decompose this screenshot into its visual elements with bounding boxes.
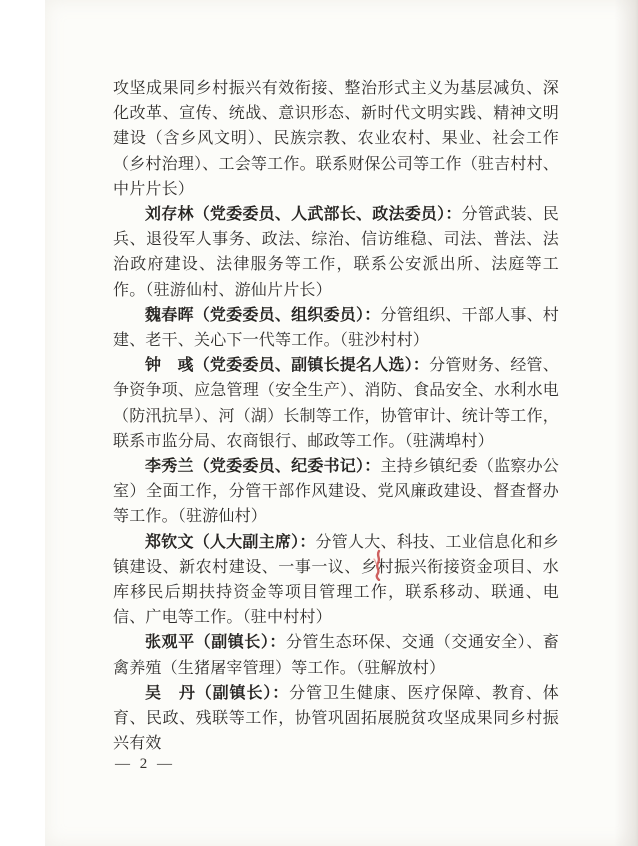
paragraph-continuation: [113, 76, 559, 202]
official-name-title: 钟 彧（党委委员、副镇长提名人选）：: [145, 357, 430, 375]
paragraph-text: 分管财务、经管、争资争项、应急管理（安全生产）、消防、食品安全、水利水电（防汛抗旱）、河（湖）长制等工作，协管审计、统计等工作，联系市监分局、农商银行、邮政等工作。（驻满埠村）: [113, 357, 559, 450]
paragraph-official-lixiulan: [113, 454, 559, 530]
paragraph-text: 分管组织、干部人事、村建、老干、关心下一代等工作。（驻沙村村）: [113, 306, 559, 350]
paragraph-text: 主持乡镇纪委（监察办公室）全面工作，分管干部作风建设、党风廉政建设、督查督办等工作。（驻游仙村）: [113, 458, 559, 526]
official-name-title: 吴 丹（副镇长）：: [145, 684, 290, 702]
official-name-title: 李秀兰（党委委员、纪委书记）：: [145, 458, 381, 476]
official-name-title: 刘存林（党委委员、人武部长、政法委员）：: [145, 206, 462, 224]
paragraph-official-liucunlin: [113, 202, 559, 303]
official-name-title: 魏春晖（党委委员、组织委员）：: [145, 306, 381, 324]
paragraph-text: 分管卫生健康、医疗保障、教育、体育、民政、残联等工作，协管巩固拓展脱贫攻坚成果同乡村振兴有效: [113, 684, 559, 753]
paragraph-text: 分管武装、民兵、退役军人事务、政法、综治、信访维稳、司法、普法、法治政府建设、法律服务等工作，联系公安派出所、法庭等工作。（驻游仙村、游仙片片长）: [113, 206, 559, 299]
paper-sheet: [45, 0, 638, 846]
paragraph-official-wudan: [113, 681, 559, 757]
paragraph-official-zhengqinwen: [113, 530, 559, 631]
paragraph-official-weichunhui: [113, 303, 559, 353]
official-name-title: 郑钦文（人大副主席）：: [145, 533, 316, 551]
paragraph-text: 分管人大、科技、工业信息化和乡镇建设、新农村建设、一事一议、乡村振兴衔接资金项目、水库移民后期扶持资金等项目管理工作，联系移动、联通、电信、广电等工作。（驻中村村）: [113, 533, 559, 627]
official-name-title: 张观平（副镇长）：: [145, 634, 286, 652]
paragraph-text: 分管生态环保、交通（交通安全）、畜禽养殖（生猪屠宰管理）等工作。（驻解放村）: [113, 634, 559, 677]
paragraph-official-zhongyu: [113, 353, 559, 454]
document-body: [113, 76, 559, 756]
page-number: — 2 —: [115, 756, 175, 772]
paragraph-text: 攻坚成果同乡村振兴有效衔接、整治形式主义为基层减负、深化改革、宣传、统战、意识形态、新时代文明实践、精神文明建设（含乡风文明）、民族宗教、农业农村、果业、社会工作（乡村治理）、工会等工作。联系财保公司等工作（驻吉村村、中片片长）: [113, 80, 559, 198]
paragraph-official-zhangguanping: [113, 630, 559, 680]
